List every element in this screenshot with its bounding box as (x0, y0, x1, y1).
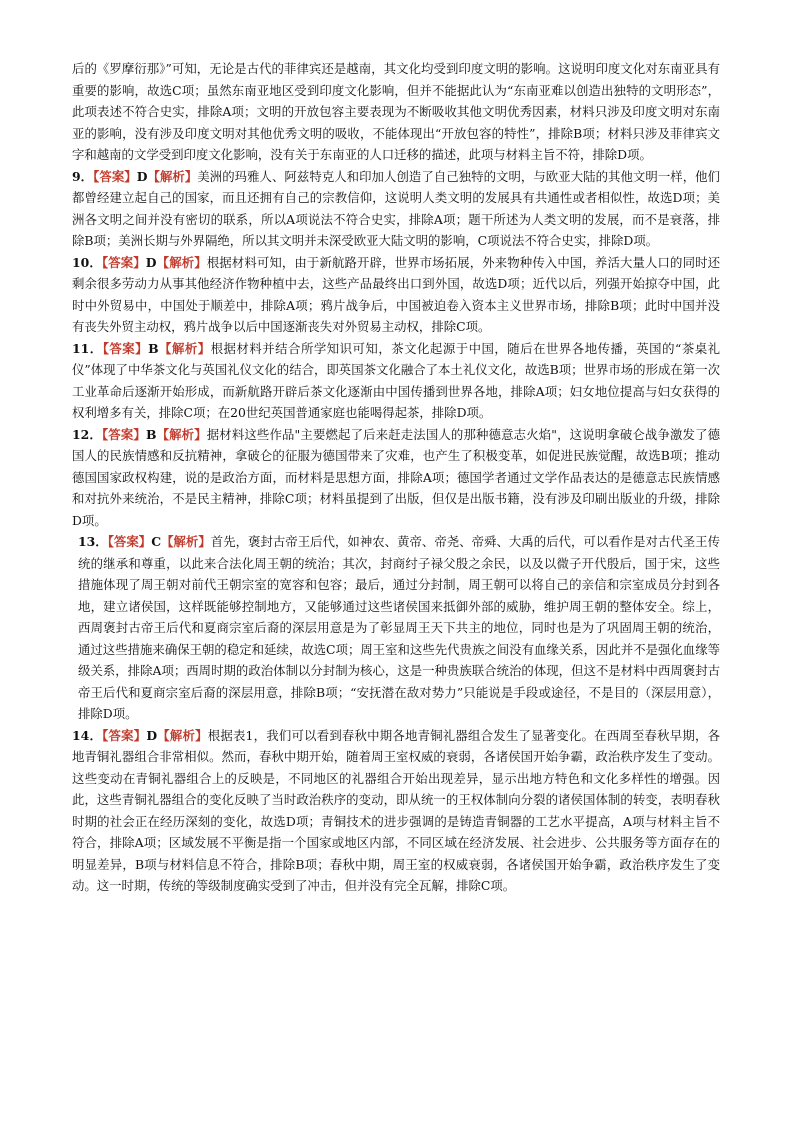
analysis-text: 据材料这些作品"主要燃起了后来赶走法国人的那种德意志火焰"，这说明拿破仑战争激发了德国人的民族情感和反抗精神，拿破仑的征服为德国带来了灾难，也产生了积极变革，如促进民族觉醒，故选B项；推动德国国家政权构建，说的是政治方面，而材料是思想方面，排除A项；德国学者通过文学作品表达的是德意志民族情感和对抗外来统治，不是民主精神，排除C项；材料虽提到了出版，但仅是出版书籍，没有涉及印刷出版业的升级，排除D项。 (72, 426, 721, 528)
answer-tag: 【答案】 (102, 340, 149, 356)
answer-letter: D (136, 168, 148, 184)
item-number: 13． (78, 534, 108, 549)
answer-tag: 【答案】 (107, 534, 152, 549)
analysis-text: 根据材料并结合所学知识可知，茶文化起源于中国，随后在世界各地传播，英国的“茶桌礼仪”体现了中华茶文化与英国礼仪文化的结合，即英国茶文化融合了本土礼仪文化，故选B项；世界市场的形成在第一次工业革命后逐渐开始形成，而新航路开辟后茶文化逐渐由中国传播到世界各地，排除A项；妇女地位提高与妇女获得的权利增多有关，排除C项；在20世纪英国普通家庭也能喝得起茶，排除D项。 (72, 340, 721, 420)
answer-item-13 (72, 531, 720, 725)
analysis-text: 根据材料可知，由于新航路开辟，世界市场拓展，外来物种传入中国，养活大量人口的同时还剩余很多劳动力从事其他经济作物种植中去，这些产品最终出口到外国，故选D项；近代以后，列强开始掠夺中国，此时中外贸易中，中国处于顺差中，排除A项；鸦片战争后，中国被迫卷入资本主义世界市场，排除B项；此时中国并没有丧失外贸主动权，鸦片战争以后中国逐渐丧失对外贸易主动权，排除C项。 (72, 254, 721, 334)
answer-tag: 【答案】 (93, 168, 137, 184)
answer-item-10 (72, 252, 720, 338)
answer-letter: C (151, 534, 162, 549)
answer-item-11 (72, 338, 720, 424)
analysis-text: 美洲的玛雅人、阿兹特克人和印加人创造了自己独特的文明，与欧亚大陆的其他文明一样，他们都曾经建立起自己的国家，而且还拥有自己的宗教信仰，这说明人类文明的发展具有共通性或者相似性，故选D项；美洲各文明之间并没有密切的联系，所以A项说法不符合史实，排除A项；题干所述为人类文明的发展，而不是衰落，排除B项；美洲长期与外界隔绝，所以其文明并未深受欧亚大陆文明的影响，C项说法不符合史实，排除D项。 (72, 168, 720, 248)
item-number: 10． (72, 254, 102, 270)
intro-paragraph: 后的《罗摩衍那》”可知，无论是古代的菲律宾还是越南，其文化均受到印度文明的影响。这说明印度文化对东南亚具有重要的影响，故选C项；虽然东南亚地区受到印度文化影响，但并不能据此认为“东南亚难以创造出独特的文明形态”，此项表述不符合史实，排除A项；文明的开放包容主要表现为不断吸收其他文明优秀因素，材料只涉及印度文明对东南亚的影响，没有涉及印度文明对其他优秀文明的吸收，不能体现出“开放包容的特性”，排除B项；材料只涉及菲律宾文字和越南的文学受到印度文化影响，没有关于东南亚的人口迁移的描述，此项与材料主旨不符，排除D项。 (72, 61, 720, 162)
analysis-tag: 【解析】 (161, 534, 211, 549)
answer-letter: B (145, 426, 157, 442)
answer-letter: D (146, 727, 158, 743)
answer-tag: 【答案】 (101, 426, 146, 442)
answer-item-9 (72, 166, 720, 252)
item-number: 14． (72, 727, 103, 743)
document-body (72, 58, 720, 897)
analysis-tag: 【解析】 (158, 340, 211, 356)
analysis-text: 根据表1，我们可以看到春秋中期各地青铜礼器组合发生了显著变化。在西周至春秋早期，各地青铜礼器组合非常相似。然而，春秋中期开始，随着周王室权威的衰弱，各诸侯国开始争霸，政治秩序发生了变动。这些变动在青铜礼器组合上的反映是，不同地区的礼器组合开始出现差异，显示出地方特色和文化多样性的增强。因此，这些青铜礼器组合的变化反映了当时政治秩序的变动，即从统一的王权体制向分裂的诸侯国体制的转变，表明春秋时期的社会正在经历深刻的变化，故选D项；青铜技术的进步强调的是铸造青铜器的工艺水平提高，A项与材料主旨不符合，排除A项；区域发展不平衡是指一个国家或地区内部，不同区域在经济发展、社会进步、公共服务等方面存在的明显差异，B项与材料信息不符合，排除B项；春秋中期，周王室的权威衰弱，各诸侯国开始争霸，政治秩序发生了变动。这一时期，传统的等级制度确实受到了冲击，但并没有完全瓦解，排除C项。 (72, 727, 720, 893)
item-number: 9． (72, 168, 94, 184)
analysis-tag: 【解析】 (156, 426, 207, 442)
answer-tag: 【答案】 (102, 727, 147, 743)
answer-letter: D (145, 254, 157, 270)
answer-letter: B (148, 340, 159, 356)
analysis-tag: 【解析】 (147, 168, 198, 184)
analysis-tag: 【解析】 (156, 254, 207, 270)
item-number: 11． (72, 340, 103, 356)
item-number: 12． (72, 426, 102, 442)
answer-item-14 (72, 725, 720, 897)
answer-tag: 【答案】 (101, 254, 146, 270)
analysis-tag: 【解析】 (157, 727, 208, 743)
answer-item-12 (72, 424, 720, 532)
analysis-text: 首先，褒封古帝王后代，如神农、黄帝、帝尧、帝舜、大禹的后代，可以看作是对古代圣王传统的继承和尊重，以此来合法化周王朝的统治；其次，封商纣子禄父殷之余民，以及以微子开代殷后，国于宋，这些措施体现了周王朝对前代王朝宗室的宽容和包容；最后，通过分封制，周王朝可以将自己的亲信和宗室成员分封到各地，建立诸侯国，这样既能够控制地方，又能够通过这些诸侯国来抵御外部的威胁，维护周王朝的整体安全。综上，西周褒封古帝王后代和夏商宗室后裔的深层用意是为了彰显周王天下共主的地位，同时也是为了巩固周王朝的统治，通过这些措施来确保王朝的稳定和延续，故选C项；周王室和这些先代贵族之间没有血缘关系，因此并不是强化血缘等级关系，排除A项；西周时期的政治体制以分封制为核心，这是一种贵族联合统治的体现，但这不是材料中西周褒封古帝王后代和夏商宗室后裔的深层用意，排除B项；“安抚潜在敌对势力”只能说是手段或途径，不是目的（深层用意），排除D项。 (78, 534, 720, 721)
